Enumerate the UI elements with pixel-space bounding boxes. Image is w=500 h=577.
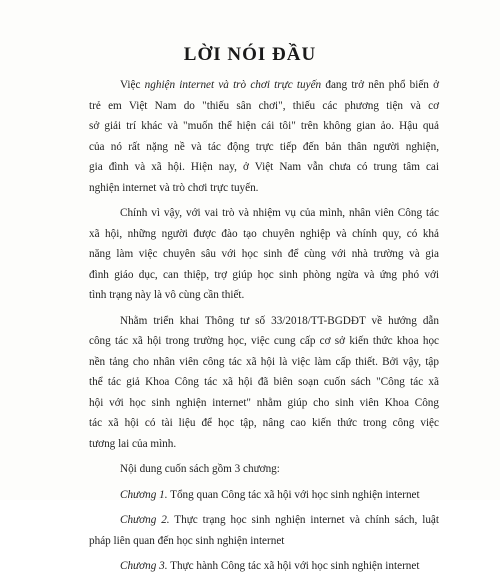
text-line: Việc nghiện internet và trò chơi trực tuyến đang trở nên phổ biến ở: [120, 79, 439, 91]
text-line: Nội dung cuốn sách gồm 3 chương:: [120, 463, 280, 475]
text-line: công tác xã hội trong trường học, việc cung cấp cơ sở kiến thức khoa học: [89, 335, 439, 347]
text-line: Chương 1. Tổng quan Công tác xã hội với học sinh nghiện internet: [120, 488, 420, 501]
text-line: pháp liên quan đến học sinh nghiện internet: [89, 534, 285, 547]
preface-body: [89, 75, 439, 577]
text-line: sở giải trí khác và "muốn thể hiện cái tôi" trên không gian ảo. Hậu quả: [89, 120, 439, 132]
text-line: tình trạng này là vô cùng cần thiết.: [89, 289, 245, 301]
paragraph: [89, 75, 439, 198]
text-line: Chính vì vậy, với vai trò và nhiệm vụ của mình, nhân viên Công tác: [120, 207, 439, 219]
text-line: tương lai của mình.: [89, 437, 177, 450]
text-line: thể tác giả Khoa Công tác xã hội đã biên soạn cuốn sách "Công tác xã: [89, 376, 439, 388]
text-line: Nhằm triển khai Thông tư số 33/2018/TT-BGDĐT về hướng dẫn: [120, 314, 439, 327]
text-line: đình giáo dục, can thiệp, trợ giúp học sinh phòng ngừa và ứng phó với: [89, 268, 439, 281]
text-line: Chương 3. Thực hành Công tác xã hội với học sinh nghiện internet: [120, 560, 420, 572]
text-line: xã hội, những người được đào tạo chuyên nghiệp và chính quy, có khả: [89, 227, 439, 240]
text-line: Chương 2. Thực trạng học sinh nghiện internet và chính sách, luật: [120, 514, 439, 526]
text-line: của nó rất nặng nề và tác động trực tiếp đến bản thân người nghiện,: [89, 140, 439, 153]
chapter-item: [89, 485, 439, 506]
text-line: nghiện internet và trò chơi trực tuyến.: [89, 181, 259, 194]
text-line: nền tảng cho nhân viên công tác xã hội là việc làm cấp thiết. Bởi vậy, tập: [89, 355, 439, 368]
chapter-item: [89, 556, 439, 577]
page-title: LỜI NÓI ĐẦU: [183, 44, 317, 65]
paragraph: [89, 459, 439, 480]
text-line: tác xã hội có tài liệu để học tập, nâng cao kiến thức trong công việc: [89, 417, 439, 429]
text-line: trẻ em Việt Nam do "thiếu sân chơi", thiếu các phương tiện và cơ: [89, 99, 439, 112]
paragraph: [89, 311, 439, 455]
paragraph: [89, 203, 439, 306]
text-line: gia đình và xã hội. Hiện nay, ở Việt Nam vẫn chưa có trung tâm cai: [89, 161, 439, 173]
text-line: năng làm việc chuyên sâu với học sinh để cùng với nhà trường và gia: [89, 248, 439, 260]
text-line: hội với học sinh nghiện internet" nhằm giúp cho sinh viên Khoa Công: [89, 396, 439, 409]
chapter-item: [89, 510, 439, 551]
